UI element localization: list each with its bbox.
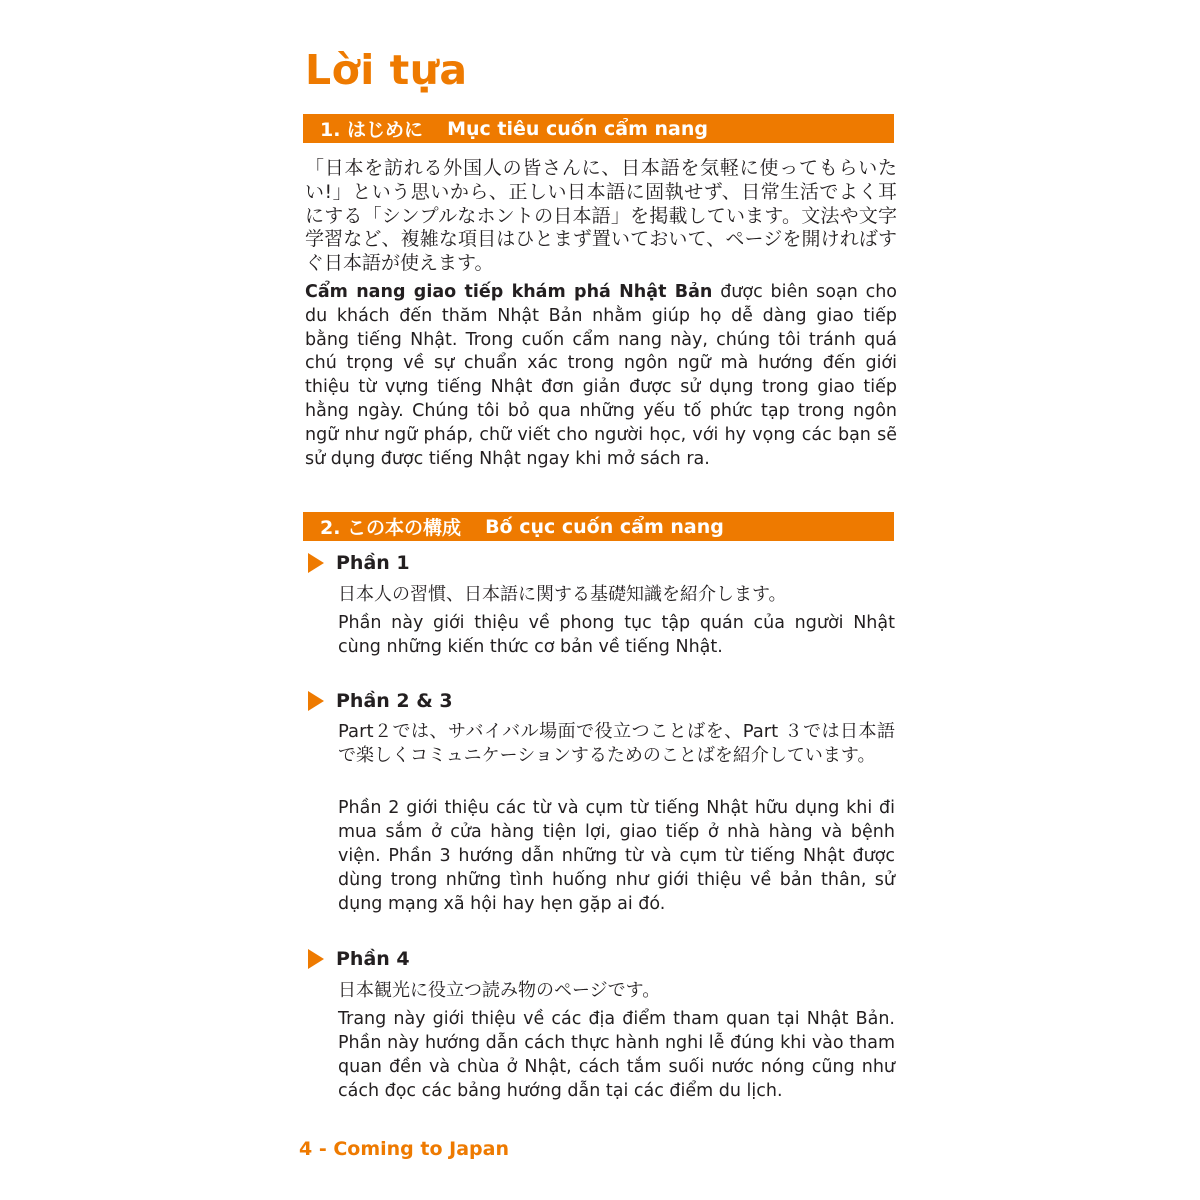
triangle-bullet-icon xyxy=(308,553,324,573)
page-title: Lời tựa xyxy=(305,46,468,94)
part-4-heading xyxy=(308,946,410,972)
part-1-vi-text: Phần này giới thiệu về phong tục tập quán của người Nhật cùng những kiến thức cơ bản về tiếng Nhật. xyxy=(338,613,895,657)
part-1-heading-label: Phần 1 xyxy=(336,552,410,574)
part-1-jp-text: 日本人の習慣、日本語に関する基礎知識を紹介します。 xyxy=(338,584,787,605)
section-1-vi-label: Mục tiêu cuốn cẩm nang xyxy=(447,117,708,140)
section-1-jp-label: 1. はじめに xyxy=(320,119,424,141)
part-4-heading-label: Phần 4 xyxy=(336,948,410,970)
part-4-vi-text: Trang này giới thiệu về các địa điểm tham quan tại Nhật Bản. Phần này hướng dẫn cách thực hành nghi lễ đúng khi vào tham quan đền và chùa ở Nhật, cách tắm suối nước nóng cũng như cách đọc các bảng hướng dẫn tại các điểm du lịch. xyxy=(338,1009,895,1101)
section-2-vi-label: Bố cục cuốn cẩm nang xyxy=(485,515,724,538)
part-1-heading xyxy=(308,550,410,576)
part-2-3-heading-label: Phần 2 & 3 xyxy=(336,690,453,712)
part-2-3-vi-text: Phần 2 giới thiệu các từ và cụm từ tiếng Nhật hữu dụng khi đi mua sắm ở cửa hàng tiện lợi, giao tiếp ở nhà hàng và bệnh viện. Phần 3 hướng dẫn những từ và cụm từ tiếng Nhật được dùng trong những tình huống như giới thiệu về bản thân, sử dụng mạng xã hội hay hẹn gặp ai đó. xyxy=(338,798,895,914)
section-1-vi-paragraph xyxy=(305,281,897,471)
part-2-3-jp-text: Part２では、サバイバル場面で役立つことばを、Part ３では日本語で楽しくコミュニケーションするためのことばを紹介しています。 xyxy=(338,721,895,766)
book-title-bold: Cẩm nang giao tiếp khám phá Nhật Bản xyxy=(305,282,713,302)
section-1-jp-paragraph: 「日本を訪れる外国人の皆さんに、日本語を気軽に使ってもらいたい!」という思いから、正しい日本語に固執せず、日常生活でよく耳にする「シンプルなホントの日本語」を掲載しています。文法や文字学習など、複雑な項目はひとまず置いておいて、ページを開ければすぐ日本語が使えます。 xyxy=(305,157,897,275)
triangle-bullet-icon xyxy=(308,691,324,711)
section-2-jp-label: 2. この本の構成 xyxy=(320,517,462,539)
part-4-jp-text: 日本観光に役立つ読み物のページです。 xyxy=(338,980,661,1001)
section-2-header-bar xyxy=(303,512,894,541)
section-1-header-bar xyxy=(303,114,894,143)
section-1-vi-text: được biên soạn cho du khách đến thăm Nhật Bản nhằm giúp họ dễ dàng giao tiếp bằng tiếng Nhật. Trong cuốn cẩm nang này, chúng tôi tránh quá chú trọng về sự chuẩn xác trong ngôn ngữ mà hướng đến giới thiệu từ vựng tiếng Nhật đơn giản được sử dụng trong giao tiếp hằng ngày. Chúng tôi bỏ qua những yếu tố phức tạp trong ngôn ngữ như ngữ pháp, chữ viết cho người học, với hy vọng các bạn sẽ sử dụng được tiếng Nhật ngay khi mở sách ra. xyxy=(305,282,898,469)
triangle-bullet-icon xyxy=(308,949,324,969)
part-2-3-heading xyxy=(308,688,453,714)
page-footer: 4 - Coming to Japan xyxy=(299,1138,509,1160)
